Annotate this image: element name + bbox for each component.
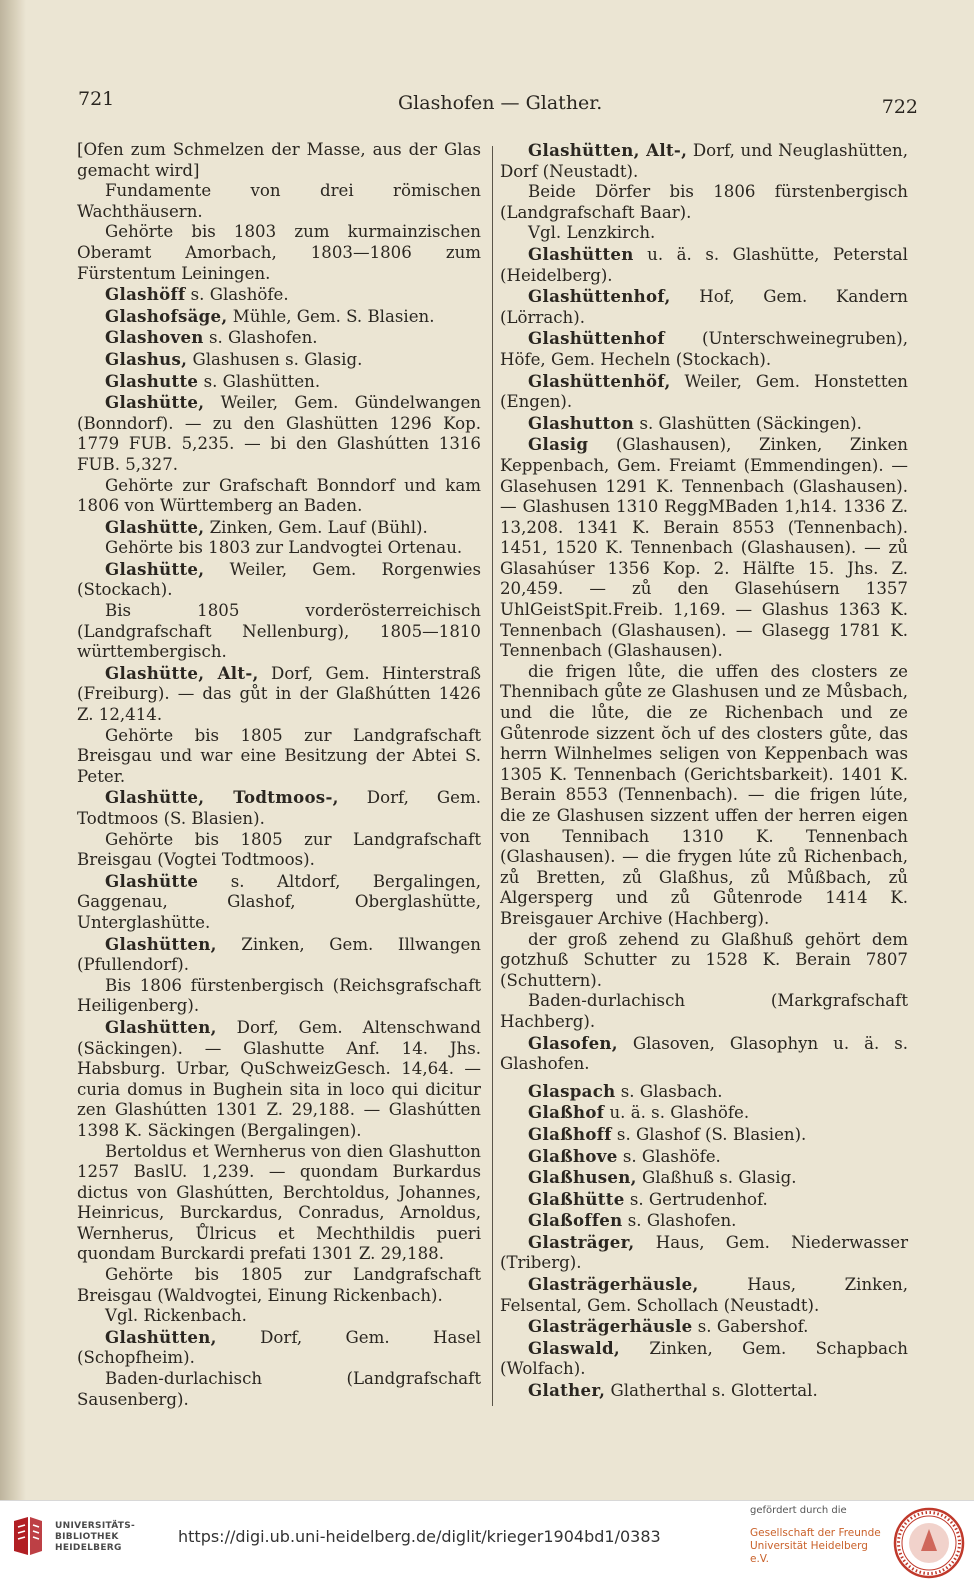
headword: Glasofen, — [528, 1032, 618, 1053]
entry-text: s. Glashütten (Säckingen). — [634, 413, 862, 433]
running-title: Glashofen — Glather. — [398, 92, 603, 114]
headword: Glasträger, — [528, 1231, 635, 1252]
right-text-column — [500, 140, 908, 1402]
entry-note — [500, 182, 908, 223]
entry-text: Vgl. Rickenbach. — [105, 1306, 247, 1326]
headword: Glashofsäge, — [105, 305, 228, 326]
entry — [500, 1316, 908, 1338]
entry-note — [77, 181, 481, 222]
sponsor-block — [750, 1505, 890, 1566]
entry-text: u. ä. s. Glashütte, Peterstal (Heidelberg). — [500, 244, 908, 285]
headword: Glashütte — [105, 870, 199, 891]
entry — [500, 328, 908, 370]
entry — [500, 1124, 908, 1146]
entry-text: Glaßhuß s. Glasig. — [636, 1168, 797, 1188]
entry-text: s. Glashof (S. Blasien). — [611, 1124, 807, 1144]
entry — [500, 244, 908, 286]
sponsor-org-line-1: Gesellschaft der Freunde — [750, 1527, 881, 1539]
entry — [500, 1274, 908, 1316]
headword: Glaßhütte — [528, 1188, 625, 1209]
entry-note — [500, 930, 908, 992]
entry — [500, 140, 908, 182]
entry-note — [77, 601, 481, 663]
headword: Glaßhove — [528, 1145, 618, 1166]
entry — [77, 559, 481, 601]
entry-text: der groß zehend zu Glaßhuß gehört dem gotzhuß Schutter zu 1528 K. Berain 7807 (Schuttern). — [500, 929, 908, 990]
entry-text: Gehörte bis 1805 zur Landgrafschaft Breisgau (Waldvogtei, Einung Rickenbach). — [77, 1265, 481, 1305]
entry-text: Bis 1805 vorderösterreichisch (Landgrafschaft Nellenburg), 1805—1810 württembergisch. — [77, 601, 481, 662]
entry-note — [77, 1142, 481, 1266]
headword: Glather, — [528, 1380, 606, 1401]
entry-text: [Ofen zum Schmelzen der Masse, aus der Glas gemacht wird] — [77, 140, 481, 180]
ub-heidelberg-logo-icon — [10, 1515, 46, 1557]
sponsor-label: gefördert durch die — [750, 1505, 847, 1516]
entry-note — [77, 140, 481, 181]
entry-text: Haus, Zinken, Felsental, Gem. Schollach (Neustadt). — [500, 1275, 908, 1315]
headword: Glashütten, — [105, 933, 217, 954]
headword: Glasträgerhäusle — [528, 1316, 693, 1337]
entry-text: Gehörte bis 1805 zur Landgrafschaft Breisgau (Vogtei Todtmoos). — [77, 829, 481, 870]
entry — [77, 1017, 481, 1142]
headword: Glaswald, — [528, 1337, 620, 1358]
headword: Glashütten, — [105, 1016, 217, 1037]
headword: Glashütte, Alt-, — [105, 662, 259, 683]
entry-text: s. Glashöfe. — [617, 1146, 721, 1166]
entry — [77, 663, 481, 726]
headword: Glashütten, Alt-, — [528, 140, 688, 160]
entry — [500, 1033, 908, 1075]
entry-text: Gehörte zur Grafschaft Bonndorf und kam 1806 von Württemberg an Baden. — [77, 475, 481, 516]
headword: Glashütte, — [105, 558, 205, 579]
entry-note — [77, 538, 481, 559]
entry-note — [77, 1306, 481, 1327]
entry — [500, 1189, 908, 1211]
entry-text: Baden-durlachisch (Markgrafschaft Hachberg). — [500, 991, 908, 1031]
entry — [77, 349, 481, 371]
headword: Glashüttenhof, — [528, 286, 671, 307]
entry-text: Glasoven, Glasophyn u. ä. s. Glashofen. — [500, 1033, 908, 1074]
headword: Glaspach — [528, 1080, 616, 1101]
entry — [77, 392, 481, 475]
headword: Glashoven — [105, 327, 204, 348]
entry — [500, 1380, 908, 1402]
university-line-1: UNIVERSITÄTS- — [55, 1521, 136, 1531]
entry-note — [77, 726, 481, 788]
entry-text: (Unterschweinegruben), Höfe, Gem. Hecheln (Stockach). — [500, 329, 908, 369]
headword: Glashöff — [105, 284, 186, 305]
entry-text: Gehörte bis 1803 zur Landvogtei Ortenau. — [105, 538, 463, 558]
entry — [500, 1167, 908, 1189]
university-line-2: BIBLIOTHEK — [55, 1532, 119, 1542]
entry-text: Dorf, Gem. Hasel (Schopfheim). — [77, 1327, 481, 1368]
entry-text: s. Glashofen. — [622, 1211, 737, 1231]
headword: Glashütte, — [105, 392, 205, 413]
headword: Glashütte, — [105, 516, 205, 537]
viewer-footer — [0, 1500, 974, 1586]
entry — [500, 1146, 908, 1168]
entry — [500, 1232, 908, 1274]
headword: Glaßhof — [528, 1102, 605, 1123]
entry-text: die frigen lůte, die uffen des closters ze Thennibach gůte ze Glashusen und ze Můsbach, und die lůte, die ze Richenbach und ze Gůtenrode sizzent ŏch uf des closters gůte, das herrn Wilnhelmes seligen von Keppenbach was 1305 K. Tennenbach (Gerichtsbarkeit). 1401 K. Berain 8553 (Tennenbach). — die frigen lúte, die ze Glashusen sizzent uffen der herren eigen von Tennibach 1310 K. Tennenbach (Glashausen). — die frygen lúte zů Richenbach, zů Bretten, zů Glaßhus, zů Můßbach, zů Algersperg und zů Gůtenrode 1414 K. Breisgauer Archive (Hachberg). — [500, 661, 908, 928]
entry — [500, 1081, 908, 1103]
entry-text: Baden-durlachisch (Landgrafschaft Sausenberg). — [77, 1369, 481, 1409]
entry-text: Fundamente von drei römischen Wachthäusern. — [77, 181, 481, 221]
entry — [500, 1210, 908, 1232]
entry-text: s. Glasbach. — [615, 1081, 723, 1101]
entry-text: s. Glashöfe. — [185, 285, 289, 305]
left-text-column — [77, 140, 481, 1410]
entry-text: s. Altdorf, Bergalingen, Gaggenau, Glashof, Oberglashütte, Unterglashütte. — [77, 871, 481, 932]
headword: Glaßhusen, — [528, 1167, 637, 1188]
entry-text: Dorf, und Neuglashütten, Dorf (Neustadt). — [500, 141, 909, 181]
entry-text: Weiler, Gem. Rorgenwies (Stockach). — [77, 559, 481, 600]
headword: Glasig — [528, 434, 589, 455]
entry — [77, 306, 481, 328]
entry-text: Bis 1806 fürstenbergisch (Reichsgrafschaft Heiligenberg). — [77, 975, 481, 1016]
entry-text: Glatherthal s. Glottertal. — [605, 1381, 818, 1401]
entry-text: Dorf, Gem. Hinterstraß (Freiburg). — das gůt in der Glaßhútten 1426 Z. 12,414. — [77, 663, 481, 725]
university-name — [55, 1521, 135, 1554]
entry-text: Zinken, Gem. Lauf (Bühl). — [204, 517, 428, 537]
entry-note — [77, 222, 481, 284]
column-divider — [492, 146, 493, 1406]
sponsor-org-line-2: Universität Heidelberg e.V. — [750, 1540, 868, 1565]
entry-text: s. Gertrudenhof. — [624, 1189, 768, 1209]
entry — [77, 934, 481, 976]
headword: Glashutton — [528, 412, 635, 433]
entry — [77, 371, 481, 393]
entry-text: Glashusen s. Glasig. — [187, 349, 363, 369]
entry — [77, 1327, 481, 1369]
headword: Glashus, — [105, 348, 188, 369]
entry-note — [77, 830, 481, 871]
page-gutter-shadow — [0, 0, 26, 1515]
entry-text: Gehörte bis 1805 zur Landgrafschaft Breisgau und war eine Besitzung der Abtei S. Peter. — [77, 725, 481, 786]
entry-text: Bertoldus et Wernherus von dien Glashutton 1257 BaslU. 1,239. — quondam Burkardus dictus von Glashútten, Berchtoldus, Johannes, Heinricus, Burckardus, Conradus, Arnoldus, Wernherus, Ůlricus et Mechthildis pueri quondam Burckardi prefati 1301 Z. 29,188. — [77, 1141, 481, 1264]
entry — [500, 1338, 908, 1380]
permalink-url[interactable]: https://digi.ub.uni-heidelberg.de/diglit/krieger1904bd1/0383 — [178, 1527, 661, 1546]
entry — [77, 787, 481, 829]
entry-text: Vgl. Lenzkirch. — [528, 223, 656, 243]
entry — [77, 871, 481, 934]
entry-note — [500, 223, 908, 244]
headword: Glashütte, Todtmoos-, — [105, 787, 339, 808]
entry-text: Zinken, Gem. Illwangen (Pfullendorf). — [77, 934, 481, 975]
entry — [77, 327, 481, 349]
headword: Glashüttenhof — [528, 328, 665, 349]
headword: Glashütten — [528, 243, 634, 264]
headword: Glaßoffen — [528, 1210, 623, 1231]
headword: Glashutte — [105, 370, 199, 391]
headword: Glaßhoff — [528, 1123, 612, 1144]
entry-text: u. ä. s. Glashöfe. — [604, 1103, 750, 1123]
entry — [500, 413, 908, 435]
entry — [500, 434, 908, 662]
page-number-right: 722 — [881, 96, 918, 118]
entry-text: s. Glashofen. — [203, 328, 318, 348]
headword: Glashüttenhöf, — [528, 370, 671, 391]
entry-text: Weiler, Gem. Honstetten (Engen). — [500, 371, 908, 412]
entry-note — [77, 976, 481, 1017]
entry-note — [500, 662, 908, 930]
entry-text: Hof, Gem. Kandern (Lörrach). — [500, 287, 908, 327]
entry-text: Gehörte bis 1803 zum kurmainzischen Oberamt Amorbach, 1803—1806 zum Fürstentum Leiningen. — [77, 222, 481, 283]
entry-note — [500, 991, 908, 1032]
entry-note — [77, 476, 481, 517]
entry-text: Dorf, Gem. Altenschwand (Säckingen). — Glashutte Anf. 14. Jhs. Habsburg. Urbar, QuSchweizGesch. 14,64. — curia domus in Bughein sita in loco qui dicitur zen Glashútten 1301 Z. 29,188. — Glashútten 1398 K. Säckingen (Bergalingen). — [77, 1017, 481, 1140]
entry — [77, 284, 481, 306]
entry-text: Zinken, Gem. Schapbach (Wolfach). — [500, 1338, 908, 1379]
entry-text: Haus, Gem. Niederwasser (Triberg). — [500, 1232, 908, 1273]
entry-text: Dorf, Gem. Todtmoos (S. Blasien). — [77, 788, 481, 828]
entry-text: Weiler, Gem. Gündelwangen (Bonndorf). — zu den Glashütten 1296 Kop. 1779 FUB. 5,235. — bi den Glashútten 1316 FUB. 5,327. — [77, 393, 481, 474]
entry-text: s. Glashütten. — [198, 371, 321, 391]
entry — [500, 1102, 908, 1124]
running-header — [78, 86, 918, 122]
entry-text: Mühle, Gem. S. Blasien. — [227, 306, 435, 326]
entry — [77, 517, 481, 539]
entry-text: s. Gabershof. — [692, 1317, 809, 1337]
entry-note — [77, 1265, 481, 1306]
entry — [500, 286, 908, 328]
entry — [500, 371, 908, 413]
entry-text: Beide Dörfer bis 1806 fürstenbergisch (Landgrafschaft Baar). — [500, 182, 908, 222]
university-seal-icon — [893, 1507, 965, 1579]
entry-note — [77, 1369, 481, 1410]
university-line-3: HEIDELBERG — [55, 1543, 122, 1553]
headword: Glasträgerhäusle, — [528, 1274, 699, 1295]
headword: Glashütten, — [105, 1326, 217, 1347]
entry-text: (Glashausen), Zinken, Zinken Keppenbach, Gem. Freiamt (Emmendingen). — Glasehusen 1291 K. Tennenbach (Glashausen). — Glashusen 1310 ReggMBaden 1,h14. 1336 Z. 13,208. 1341 K. Berain 8553 (Tennenbach). 1451, 1520 K. Tennenbach (Glashausen). — zů Glasahúser 1356 Kop. 2. Hälfte 15. Jhs. Z. 20,459. — zů den Glasehúsern 1357 UhlGeistSpit.Freib. 1,169. — Glashus 1363 K. Tennenbach (Glashausen). — Glasegg 1781 K. Tennenbach (Glashausen). — [500, 435, 908, 661]
page-number-left: 721 — [78, 88, 115, 110]
